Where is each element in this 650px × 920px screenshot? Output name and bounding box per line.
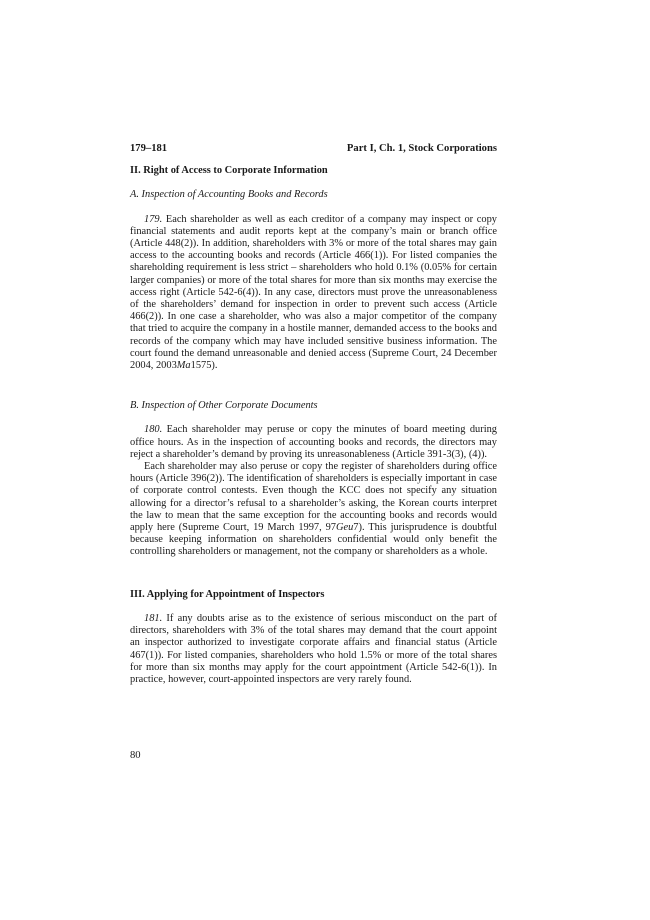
page-body xyxy=(130,143,497,686)
paragraph-text: Each shareholder as well as each creditor of a company may inspect or copy financial statements and audit reports kept at the company’s main or branch office (Article 448(2)). In addition, shareholders with 3% or more of the total shares may gain access to the accounting books and records (Article 466(1)). For listed companies the shareholding requirement is less strict – shareholders who hold 0.1% (0.05% for certain larger companies) or more of the total shares for more than six months may exercise the access right (Article 542-6(4)). In any case, directors must prove the unreasonableness of the shareholders’ demand for inspection in order to prevent such access (Article 466(2)). In one case a shareholder, who was also a major competitor of the company that tried to acquire the company in a hostile manner, demanded access to the books and records of the company which may have included sensitive business information. The court found the demand unreasonable and denied access (Supreme Court, 24 December 2004, 2003 xyxy=(130,213,497,372)
paragraph-text: Each shareholder may peruse or copy the minutes of board meeting during office hours. As in the inspection of accounting books and records, the directors may reject a shareholder’s demand by proving its unreasonableness (Article 391-3(3), (4)). xyxy=(130,424,497,460)
case-citation-italic: Ma xyxy=(176,360,191,372)
case-citation-italic: Geu xyxy=(335,522,354,534)
page-number: 80 xyxy=(130,750,141,761)
paragraph-text: If any doubts arise as to the existence of serious misconduct on the part of directors, shareholders with 3% of the total shares may demand that the court appoint an inspector authorized to investigate corporate affairs and financial status (Article 467(1)). For listed companies, shareholders who hold 1.5% or more of the total shares for more than six months may apply for the court appointment (Article 542-6(1)). In practice, however, court-appointed inspectors are very rarely found. xyxy=(130,612,497,685)
subsection-a-heading: A. Inspection of Accounting Books and Records xyxy=(130,189,328,201)
subsection-b-heading: B. Inspection of Other Corporate Documents xyxy=(130,400,318,412)
paragraph-number: 181. xyxy=(144,612,163,624)
paragraph-text: Each shareholder may also peruse or copy the register of shareholders during office hours (Article 396(2)). The identification of shareholders is especially important in case of corporate control contests. Even though the KCC does not specify any situation allowing for a director’s refusal to a shareholder’s asking, the Korean courts interpret the law to mean that the same exception for the accounting books and records would apply here (Supreme Court, 19 March 1997, 97 xyxy=(130,461,497,534)
section-iii-heading: III. Applying for Appointment of Inspectors xyxy=(130,588,325,600)
paragraph-number: 179. xyxy=(144,213,163,225)
running-head xyxy=(130,143,497,155)
paragraph-text-end: 7). This jurisprudence is doubtful because keeping information on shareholders confidential would only benefit the controlling shareholders or management, not the company or shareholders as a whole. xyxy=(130,522,497,558)
paragraph-180 xyxy=(130,424,497,461)
paragraph-180-continued xyxy=(130,461,497,559)
running-head-right: Part I, Ch. 1, Stock Corporations xyxy=(346,143,497,154)
paragraph-179 xyxy=(130,214,497,373)
paragraph-181 xyxy=(130,613,497,686)
section-ii-heading: II. Right of Access to Corporate Information xyxy=(130,165,328,177)
paragraph-number: 180. xyxy=(144,424,163,436)
running-head-left: 179–181 xyxy=(130,143,168,154)
paragraph-text-end: 1575). xyxy=(190,360,218,372)
